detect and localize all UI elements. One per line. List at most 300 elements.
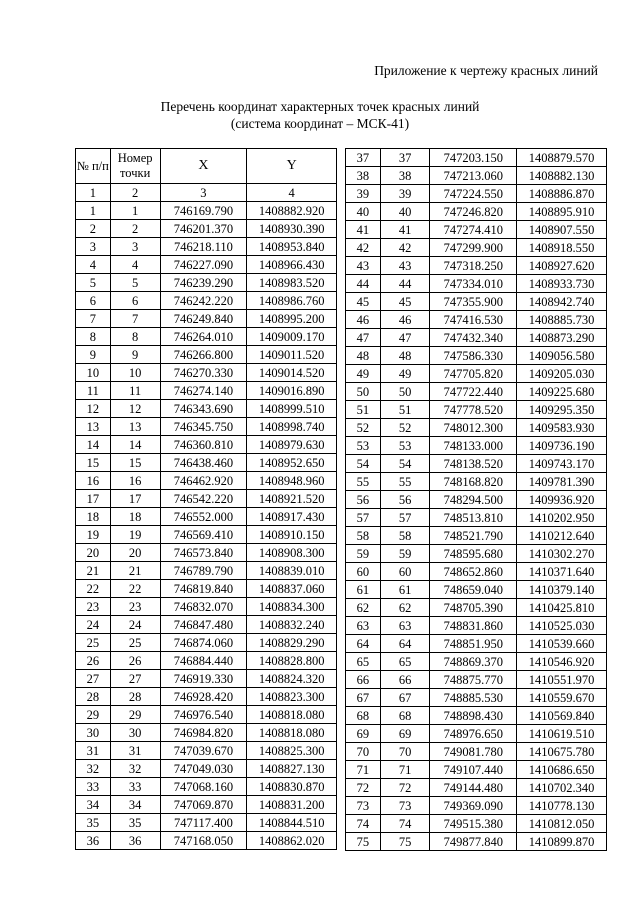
row-y: 1409016.890 bbox=[247, 382, 337, 400]
row-x: 747224.550 bbox=[430, 185, 517, 203]
table-row bbox=[346, 167, 607, 185]
row-y: 1408998.740 bbox=[247, 418, 337, 436]
row-y: 1409295.350 bbox=[517, 401, 607, 419]
row-y: 1409014.520 bbox=[247, 364, 337, 382]
table-row bbox=[346, 401, 607, 419]
row-x: 746573.840 bbox=[160, 544, 247, 562]
row-y: 1410425.810 bbox=[517, 599, 607, 617]
row-num: 48 bbox=[346, 347, 381, 365]
row-point: 64 bbox=[380, 635, 430, 653]
table-row bbox=[76, 256, 337, 274]
row-point: 48 bbox=[380, 347, 430, 365]
row-y: 1408995.200 bbox=[247, 310, 337, 328]
row-point: 34 bbox=[110, 796, 160, 814]
row-num: 65 bbox=[346, 653, 381, 671]
row-y: 1409736.190 bbox=[517, 437, 607, 455]
row-num: 64 bbox=[346, 635, 381, 653]
row-x: 748976.650 bbox=[430, 725, 517, 743]
row-y: 1408882.130 bbox=[517, 167, 607, 185]
row-x: 746438.460 bbox=[160, 454, 247, 472]
row-point: 33 bbox=[110, 778, 160, 796]
row-num: 22 bbox=[76, 580, 111, 598]
table-row bbox=[346, 185, 607, 203]
row-x: 747069.870 bbox=[160, 796, 247, 814]
row-point: 1 bbox=[110, 202, 160, 220]
row-num: 26 bbox=[76, 652, 111, 670]
row-x: 746928.420 bbox=[160, 688, 247, 706]
row-num: 12 bbox=[76, 400, 111, 418]
table-row bbox=[346, 671, 607, 689]
row-y: 1408824.320 bbox=[247, 670, 337, 688]
row-point: 18 bbox=[110, 508, 160, 526]
table-row bbox=[346, 743, 607, 761]
row-x: 749107.440 bbox=[430, 761, 517, 779]
row-num: 24 bbox=[76, 616, 111, 634]
row-point: 31 bbox=[110, 742, 160, 760]
row-x: 748294.500 bbox=[430, 491, 517, 509]
row-y: 1408952.650 bbox=[247, 454, 337, 472]
table-row bbox=[76, 220, 337, 238]
row-point: 67 bbox=[380, 689, 430, 707]
row-num: 33 bbox=[76, 778, 111, 796]
row-num: 74 bbox=[346, 815, 381, 833]
row-point: 32 bbox=[110, 760, 160, 778]
row-y: 1410675.780 bbox=[517, 743, 607, 761]
table-row bbox=[346, 221, 607, 239]
row-num: 27 bbox=[76, 670, 111, 688]
table-row bbox=[76, 472, 337, 490]
row-x: 748513.810 bbox=[430, 509, 517, 527]
row-num: 70 bbox=[346, 743, 381, 761]
row-num: 2 bbox=[76, 220, 111, 238]
row-x: 746984.820 bbox=[160, 724, 247, 742]
row-x: 747274.410 bbox=[430, 221, 517, 239]
table-row bbox=[346, 149, 607, 167]
table-row bbox=[76, 544, 337, 562]
table-row bbox=[346, 527, 607, 545]
table-row bbox=[76, 346, 337, 364]
row-point: 59 bbox=[380, 545, 430, 563]
row-x: 746819.840 bbox=[160, 580, 247, 598]
row-point: 37 bbox=[380, 149, 430, 167]
row-x: 747049.030 bbox=[160, 760, 247, 778]
coordinates-table-right bbox=[345, 148, 607, 851]
row-num: 57 bbox=[346, 509, 381, 527]
table-row bbox=[346, 293, 607, 311]
row-x: 746874.060 bbox=[160, 634, 247, 652]
row-num: 66 bbox=[346, 671, 381, 689]
row-x: 746976.540 bbox=[160, 706, 247, 724]
row-point: 60 bbox=[380, 563, 430, 581]
table-row bbox=[76, 796, 337, 814]
table-row bbox=[76, 760, 337, 778]
row-x: 746239.290 bbox=[160, 274, 247, 292]
row-x: 748831.860 bbox=[430, 617, 517, 635]
row-y: 1408927.620 bbox=[517, 257, 607, 275]
row-num: 45 bbox=[346, 293, 381, 311]
table-header-row bbox=[76, 149, 337, 184]
row-y: 1410899.870 bbox=[517, 833, 607, 851]
row-x: 748885.530 bbox=[430, 689, 517, 707]
row-x: 747203.150 bbox=[430, 149, 517, 167]
row-point: 53 bbox=[380, 437, 430, 455]
row-point: 54 bbox=[380, 455, 430, 473]
row-point: 73 bbox=[380, 797, 430, 815]
row-num: 5 bbox=[76, 274, 111, 292]
row-x: 747117.400 bbox=[160, 814, 247, 832]
table-row bbox=[76, 400, 337, 418]
row-y: 1410302.270 bbox=[517, 545, 607, 563]
table-row bbox=[346, 581, 607, 599]
row-y: 1408882.920 bbox=[247, 202, 337, 220]
row-num: 37 bbox=[346, 149, 381, 167]
row-point: 3 bbox=[110, 238, 160, 256]
row-point: 22 bbox=[110, 580, 160, 598]
row-num: 69 bbox=[346, 725, 381, 743]
row-x: 746242.220 bbox=[160, 292, 247, 310]
row-y: 1408823.300 bbox=[247, 688, 337, 706]
index-cell: 4 bbox=[247, 184, 337, 202]
row-point: 13 bbox=[110, 418, 160, 436]
row-x: 746201.370 bbox=[160, 220, 247, 238]
row-num: 17 bbox=[76, 490, 111, 508]
row-x: 747416.530 bbox=[430, 311, 517, 329]
table-row bbox=[76, 562, 337, 580]
row-point: 50 bbox=[380, 383, 430, 401]
row-x: 748133.000 bbox=[430, 437, 517, 455]
row-point: 25 bbox=[110, 634, 160, 652]
row-point: 8 bbox=[110, 328, 160, 346]
table-row bbox=[346, 455, 607, 473]
row-x: 746264.010 bbox=[160, 328, 247, 346]
row-x: 747246.820 bbox=[430, 203, 517, 221]
row-x: 748851.950 bbox=[430, 635, 517, 653]
row-num: 7 bbox=[76, 310, 111, 328]
row-num: 3 bbox=[76, 238, 111, 256]
row-num: 63 bbox=[346, 617, 381, 635]
row-point: 7 bbox=[110, 310, 160, 328]
row-y: 1408999.510 bbox=[247, 400, 337, 418]
row-num: 25 bbox=[76, 634, 111, 652]
index-cell: 3 bbox=[160, 184, 247, 202]
table-row bbox=[346, 545, 607, 563]
row-num: 55 bbox=[346, 473, 381, 491]
row-num: 14 bbox=[76, 436, 111, 454]
row-x: 748869.370 bbox=[430, 653, 517, 671]
row-x: 746249.840 bbox=[160, 310, 247, 328]
row-x: 747432.340 bbox=[430, 329, 517, 347]
row-num: 68 bbox=[346, 707, 381, 725]
row-point: 62 bbox=[380, 599, 430, 617]
row-y: 1408948.960 bbox=[247, 472, 337, 490]
row-num: 58 bbox=[346, 527, 381, 545]
title-line-1: Перечень координат характерных точек красных линий bbox=[160, 99, 480, 114]
table-row bbox=[76, 454, 337, 472]
row-y: 1408818.080 bbox=[247, 706, 337, 724]
table-row bbox=[76, 778, 337, 796]
index-cell: 2 bbox=[110, 184, 160, 202]
row-x: 746847.480 bbox=[160, 616, 247, 634]
table-row bbox=[346, 383, 607, 401]
row-point: 52 bbox=[380, 419, 430, 437]
table-row bbox=[346, 815, 607, 833]
row-y: 1408953.840 bbox=[247, 238, 337, 256]
row-y: 1410546.920 bbox=[517, 653, 607, 671]
row-y: 1408917.430 bbox=[247, 508, 337, 526]
row-y: 1408829.290 bbox=[247, 634, 337, 652]
row-num: 18 bbox=[76, 508, 111, 526]
row-y: 1409225.680 bbox=[517, 383, 607, 401]
table-row bbox=[346, 509, 607, 527]
row-y: 1409205.030 bbox=[517, 365, 607, 383]
row-x: 748898.430 bbox=[430, 707, 517, 725]
row-num: 53 bbox=[346, 437, 381, 455]
row-y: 1408837.060 bbox=[247, 580, 337, 598]
row-y: 1410551.970 bbox=[517, 671, 607, 689]
table-row bbox=[76, 292, 337, 310]
row-num: 11 bbox=[76, 382, 111, 400]
header-x: X bbox=[160, 149, 247, 184]
table-row bbox=[346, 257, 607, 275]
row-num: 15 bbox=[76, 454, 111, 472]
row-x: 748652.860 bbox=[430, 563, 517, 581]
table-row bbox=[346, 617, 607, 635]
table-row bbox=[346, 491, 607, 509]
row-y: 1408895.910 bbox=[517, 203, 607, 221]
table-row bbox=[76, 616, 337, 634]
row-x: 746462.920 bbox=[160, 472, 247, 490]
row-y: 1408933.730 bbox=[517, 275, 607, 293]
row-point: 72 bbox=[380, 779, 430, 797]
table-row bbox=[346, 275, 607, 293]
row-y: 1408827.130 bbox=[247, 760, 337, 778]
row-x: 746789.790 bbox=[160, 562, 247, 580]
row-point: 6 bbox=[110, 292, 160, 310]
table-row bbox=[76, 742, 337, 760]
row-x: 746274.140 bbox=[160, 382, 247, 400]
table-row bbox=[346, 311, 607, 329]
row-x: 748138.520 bbox=[430, 455, 517, 473]
row-num: 10 bbox=[76, 364, 111, 382]
row-num: 35 bbox=[76, 814, 111, 832]
row-y: 1408979.630 bbox=[247, 436, 337, 454]
row-num: 59 bbox=[346, 545, 381, 563]
row-x: 747705.820 bbox=[430, 365, 517, 383]
row-x: 746569.410 bbox=[160, 526, 247, 544]
row-num: 21 bbox=[76, 562, 111, 580]
row-num: 30 bbox=[76, 724, 111, 742]
row-y: 1409583.930 bbox=[517, 419, 607, 437]
row-point: 42 bbox=[380, 239, 430, 257]
row-y: 1408885.730 bbox=[517, 311, 607, 329]
row-num: 20 bbox=[76, 544, 111, 562]
table-row bbox=[76, 310, 337, 328]
row-y: 1408828.800 bbox=[247, 652, 337, 670]
row-y: 1410569.840 bbox=[517, 707, 607, 725]
row-x: 747586.330 bbox=[430, 347, 517, 365]
table-row bbox=[346, 437, 607, 455]
row-x: 749081.780 bbox=[430, 743, 517, 761]
row-point: 26 bbox=[110, 652, 160, 670]
table-row bbox=[76, 238, 337, 256]
row-num: 41 bbox=[346, 221, 381, 239]
row-point: 30 bbox=[110, 724, 160, 742]
row-num: 40 bbox=[346, 203, 381, 221]
row-y: 1408844.510 bbox=[247, 814, 337, 832]
row-y: 1408908.300 bbox=[247, 544, 337, 562]
row-num: 61 bbox=[346, 581, 381, 599]
row-point: 46 bbox=[380, 311, 430, 329]
row-y: 1410212.640 bbox=[517, 527, 607, 545]
row-point: 55 bbox=[380, 473, 430, 491]
table-row bbox=[76, 634, 337, 652]
row-num: 1 bbox=[76, 202, 111, 220]
row-point: 23 bbox=[110, 598, 160, 616]
row-y: 1410371.640 bbox=[517, 563, 607, 581]
row-num: 71 bbox=[346, 761, 381, 779]
row-num: 34 bbox=[76, 796, 111, 814]
row-point: 38 bbox=[380, 167, 430, 185]
row-num: 42 bbox=[346, 239, 381, 257]
document-title bbox=[0, 98, 640, 132]
index-cell: 1 bbox=[76, 184, 111, 202]
row-x: 749369.090 bbox=[430, 797, 517, 815]
row-num: 6 bbox=[76, 292, 111, 310]
row-y: 1410812.050 bbox=[517, 815, 607, 833]
row-x: 748875.770 bbox=[430, 671, 517, 689]
row-num: 39 bbox=[346, 185, 381, 203]
row-point: 45 bbox=[380, 293, 430, 311]
row-num: 50 bbox=[346, 383, 381, 401]
row-num: 13 bbox=[76, 418, 111, 436]
row-point: 14 bbox=[110, 436, 160, 454]
row-y: 1408879.570 bbox=[517, 149, 607, 167]
table-row bbox=[76, 706, 337, 724]
row-num: 47 bbox=[346, 329, 381, 347]
row-num: 8 bbox=[76, 328, 111, 346]
title-line-2: (система координат – МСК-41) bbox=[230, 116, 410, 131]
table-row bbox=[346, 347, 607, 365]
row-point: 65 bbox=[380, 653, 430, 671]
row-y: 1408983.520 bbox=[247, 274, 337, 292]
row-point: 49 bbox=[380, 365, 430, 383]
row-num: 31 bbox=[76, 742, 111, 760]
row-point: 36 bbox=[110, 832, 160, 850]
row-y: 1408862.020 bbox=[247, 832, 337, 850]
row-y: 1408907.550 bbox=[517, 221, 607, 239]
row-point: 17 bbox=[110, 490, 160, 508]
table-index-row bbox=[76, 184, 337, 202]
table-row bbox=[76, 490, 337, 508]
row-y: 1408818.080 bbox=[247, 724, 337, 742]
row-x: 746552.000 bbox=[160, 508, 247, 526]
row-y: 1408910.150 bbox=[247, 526, 337, 544]
row-num: 29 bbox=[76, 706, 111, 724]
row-y: 1409011.520 bbox=[247, 346, 337, 364]
row-y: 1409936.920 bbox=[517, 491, 607, 509]
row-num: 75 bbox=[346, 833, 381, 851]
row-x: 747299.900 bbox=[430, 239, 517, 257]
row-x: 748168.820 bbox=[430, 473, 517, 491]
table-row bbox=[76, 688, 337, 706]
table-row bbox=[346, 365, 607, 383]
coordinates-table-left bbox=[75, 148, 337, 850]
row-x: 746169.790 bbox=[160, 202, 247, 220]
header-point: Номер точки bbox=[110, 149, 160, 184]
row-x: 749877.840 bbox=[430, 833, 517, 851]
table-row bbox=[76, 832, 337, 850]
row-x: 746884.440 bbox=[160, 652, 247, 670]
table-row bbox=[346, 689, 607, 707]
row-point: 58 bbox=[380, 527, 430, 545]
row-x: 746542.220 bbox=[160, 490, 247, 508]
row-y: 1408825.300 bbox=[247, 742, 337, 760]
table-row bbox=[346, 329, 607, 347]
row-point: 51 bbox=[380, 401, 430, 419]
table-row bbox=[76, 382, 337, 400]
table-row bbox=[346, 833, 607, 851]
row-point: 24 bbox=[110, 616, 160, 634]
row-point: 41 bbox=[380, 221, 430, 239]
row-point: 44 bbox=[380, 275, 430, 293]
row-point: 11 bbox=[110, 382, 160, 400]
row-x: 747334.010 bbox=[430, 275, 517, 293]
row-y: 1410559.670 bbox=[517, 689, 607, 707]
row-num: 56 bbox=[346, 491, 381, 509]
row-num: 36 bbox=[76, 832, 111, 850]
row-num: 43 bbox=[346, 257, 381, 275]
row-point: 39 bbox=[380, 185, 430, 203]
table-row bbox=[346, 599, 607, 617]
row-y: 1408831.200 bbox=[247, 796, 337, 814]
row-num: 44 bbox=[346, 275, 381, 293]
row-point: 61 bbox=[380, 581, 430, 599]
table-row bbox=[76, 724, 337, 742]
table-row bbox=[346, 635, 607, 653]
table-row bbox=[76, 508, 337, 526]
row-y: 1408942.740 bbox=[517, 293, 607, 311]
row-num: 62 bbox=[346, 599, 381, 617]
row-y: 1408886.870 bbox=[517, 185, 607, 203]
row-x: 746832.070 bbox=[160, 598, 247, 616]
table-row bbox=[76, 526, 337, 544]
table-row bbox=[76, 418, 337, 436]
row-x: 746270.330 bbox=[160, 364, 247, 382]
row-x: 747039.670 bbox=[160, 742, 247, 760]
row-y: 1409743.170 bbox=[517, 455, 607, 473]
row-y: 1408873.290 bbox=[517, 329, 607, 347]
row-y: 1408918.550 bbox=[517, 239, 607, 257]
row-point: 16 bbox=[110, 472, 160, 490]
row-x: 747355.900 bbox=[430, 293, 517, 311]
row-point: 43 bbox=[380, 257, 430, 275]
header-num: № п/п bbox=[76, 149, 111, 184]
table-row bbox=[76, 598, 337, 616]
row-x: 746266.800 bbox=[160, 346, 247, 364]
row-y: 1410202.950 bbox=[517, 509, 607, 527]
row-point: 40 bbox=[380, 203, 430, 221]
row-x: 748012.300 bbox=[430, 419, 517, 437]
row-x: 747722.440 bbox=[430, 383, 517, 401]
row-num: 49 bbox=[346, 365, 381, 383]
row-x: 746919.330 bbox=[160, 670, 247, 688]
appendix-label: Приложение к чертежу красных линий bbox=[374, 63, 598, 78]
row-num: 52 bbox=[346, 419, 381, 437]
row-x: 749144.480 bbox=[430, 779, 517, 797]
table-row bbox=[76, 364, 337, 382]
row-point: 57 bbox=[380, 509, 430, 527]
row-y: 1410525.030 bbox=[517, 617, 607, 635]
